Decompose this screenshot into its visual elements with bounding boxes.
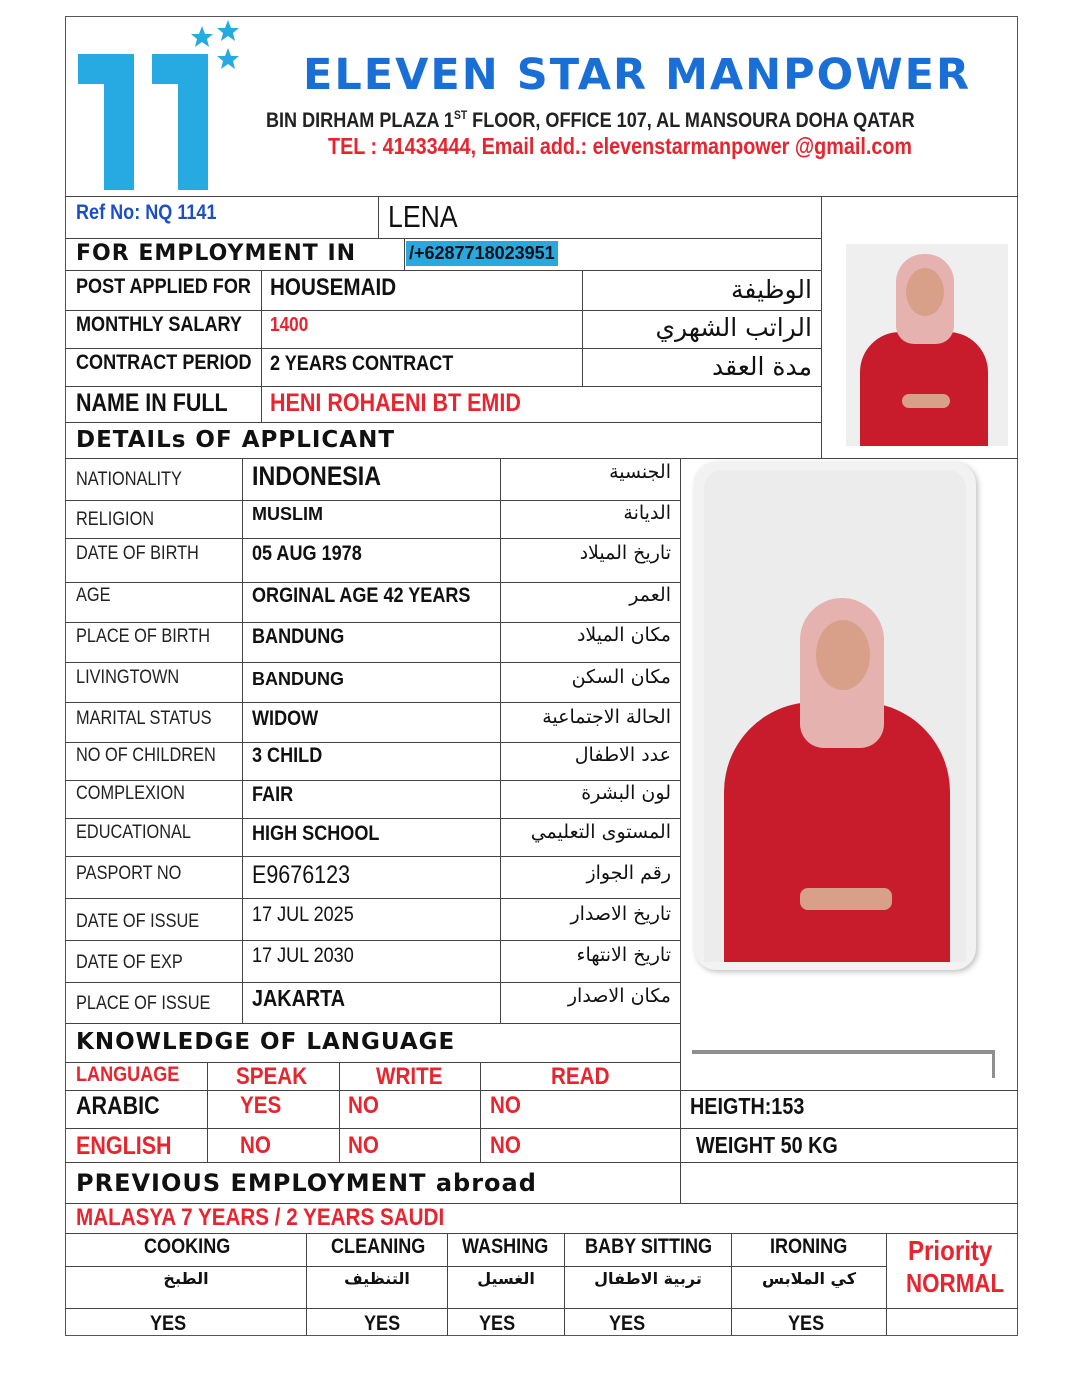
dob-value: 05 AUG 1978 — [252, 542, 362, 565]
passport-label: PASPORT NO — [76, 863, 182, 884]
contract-value: 2 YEARS CONTRACT — [270, 352, 454, 375]
religion-label: RELIGION — [76, 509, 155, 530]
passport-value: E9676123 — [252, 861, 351, 889]
issue-place-label: PLACE OF ISSUE — [76, 993, 211, 1014]
salary-arabic: الراتب الشهري — [655, 313, 812, 342]
skill-babysitting: BABY SITTING — [585, 1235, 713, 1258]
education-label: EDUCATIONAL — [76, 822, 192, 843]
issue-date-label: DATE OF ISSUE — [76, 911, 200, 932]
company-contact: TEL : 41433444, Email add.: elevenstarmanpower @gmail.com — [328, 133, 912, 159]
nationality-arabic: الجنسية — [609, 461, 671, 483]
birthplace-value: BANDUNG — [252, 625, 345, 648]
company-name: ELEVEN STAR MANPOWER — [303, 50, 972, 100]
children-label: NO OF CHILDREN — [76, 745, 216, 766]
english-write: NO — [348, 1132, 379, 1159]
fullname-label: NAME IN FULL — [76, 389, 228, 417]
nickname: LENA — [388, 199, 458, 234]
skill-cleaning-ar: التنظيف — [344, 1269, 410, 1288]
issue-date-value: 17 JUL 2025 — [252, 903, 354, 926]
skill-cooking-ar: الطبخ — [163, 1269, 209, 1288]
issue-place-arabic: مكان الاصدار — [567, 985, 671, 1007]
skill-ironing-value: YES — [788, 1312, 825, 1335]
complexion-label: COMPLEXION — [76, 783, 185, 804]
applicant-photo-large — [704, 470, 966, 962]
education-value: HIGH SCHOOL — [252, 822, 380, 845]
phone-number: /+6287718023951 — [406, 241, 558, 266]
logo — [74, 18, 244, 193]
marital-value: WIDOW — [252, 707, 319, 730]
arabic-lang: ARABIC — [76, 1092, 160, 1120]
skill-cleaning-value: YES — [364, 1312, 401, 1335]
post-value: HOUSEMAID — [270, 274, 397, 301]
age-arabic: العمر — [629, 584, 671, 606]
priority-label: Priority — [908, 1235, 993, 1266]
livingtown-value: BANDUNG — [252, 669, 344, 689]
dob-arabic: تاريخ الميلاد — [579, 542, 671, 564]
company-address: BIN DIRHAM PLAZA 1ST FLOOR, OFFICE 107, AL MANSOURA DOHA QATAR — [266, 108, 915, 132]
language-header: LANGUAGE — [76, 1063, 180, 1086]
marital-arabic: الحالة الاجتماعية — [542, 706, 671, 728]
age-label: AGE — [76, 585, 111, 606]
birthplace-arabic: مكان الميلاد — [576, 624, 671, 646]
skill-cleaning: CLEANING — [331, 1235, 426, 1258]
salary-label: MONTHLY SALARY — [76, 313, 242, 336]
age-value: ORGINAL AGE 42 YEARS — [252, 584, 471, 607]
skill-ironing: IRONING — [770, 1235, 848, 1258]
children-arabic: عدد الاطفال — [574, 744, 671, 766]
write-header: WRITE — [376, 1063, 443, 1090]
skill-babysitting-value: YES — [609, 1312, 646, 1335]
contract-arabic: مدة العقد — [712, 352, 812, 381]
salary-value: 1400 — [270, 314, 309, 336]
fullname-value: HENI ROHAENI BT EMID — [270, 389, 521, 417]
skill-cooking-value: YES — [150, 1312, 187, 1335]
previous-title: PREVIOUS EMPLOYMENT abroad — [76, 1169, 537, 1197]
post-arabic: الوظيفة — [731, 275, 812, 304]
nationality-label: NATIONALITY — [76, 469, 182, 490]
post-label: POST APPLIED FOR — [76, 275, 251, 298]
ref-number: Ref No: NQ 1141 — [76, 201, 217, 224]
exp-date-value: 17 JUL 2030 — [252, 944, 354, 967]
nationality-value: INDONESIA — [252, 461, 382, 491]
height-value: HEIGTH:153 — [690, 1093, 805, 1119]
read-header: READ — [551, 1063, 610, 1090]
employment-label: FOR EMPLOYMENT IN — [76, 241, 357, 266]
religion-arabic: الديانة — [623, 502, 671, 524]
english-speak: NO — [240, 1132, 271, 1159]
skill-cooking: COOKING — [144, 1235, 231, 1258]
exp-date-label: DATE OF EXP — [76, 952, 183, 973]
complexion-arabic: لون البشرة — [581, 782, 671, 804]
skill-washing: WASHING — [462, 1235, 549, 1258]
applicant-photo-small — [846, 244, 1008, 446]
skill-washing-ar: الغسيل — [477, 1269, 535, 1288]
exp-date-arabic: تاريخ الانتهاء — [576, 944, 671, 966]
children-value: 3 CHILD — [252, 744, 323, 767]
english-lang: ENGLISH — [76, 1132, 172, 1160]
previous-value: MALASYA 7 YEARS / 2 YEARS SAUDI — [76, 1204, 445, 1231]
contract-label: CONTRACT PERIOD — [76, 351, 252, 374]
arabic-speak: YES — [240, 1092, 282, 1119]
language-title: KNOWLEDGE OF LANGUAGE — [76, 1029, 456, 1055]
weight-value: WEIGHT 50 KG — [696, 1132, 838, 1158]
issue-place-value: JAKARTA — [252, 985, 346, 1011]
skill-washing-value: YES — [479, 1312, 516, 1335]
english-read: NO — [490, 1132, 521, 1159]
marital-label: MARITAL STATUS — [76, 708, 212, 729]
complexion-value: FAIR — [252, 783, 294, 806]
issue-date-arabic: تاريخ الاصدار — [570, 903, 671, 925]
header-divider — [65, 196, 1018, 197]
birthplace-label: PLACE OF BIRTH — [76, 626, 211, 647]
skill-ironing-ar: كي الملابس — [761, 1269, 857, 1288]
skill-babysitting-ar: تربية الاطفال — [594, 1269, 702, 1288]
arabic-write: NO — [348, 1092, 379, 1119]
livingtown-arabic: مكان السكن — [571, 666, 671, 688]
passport-arabic: رقم الجواز — [586, 862, 671, 884]
livingtown-label: LIVINGTOWN — [76, 667, 180, 688]
education-arabic: المستوى التعليمي — [530, 821, 671, 843]
speak-header: SPEAK — [236, 1063, 308, 1090]
religion-value: MUSLIM — [252, 504, 323, 524]
details-title: DETAILs OF APPLICANT — [76, 427, 396, 453]
dob-label: DATE OF BIRTH — [76, 543, 199, 564]
priority-value: NORMAL — [906, 1268, 1005, 1298]
arabic-read: NO — [490, 1092, 521, 1119]
